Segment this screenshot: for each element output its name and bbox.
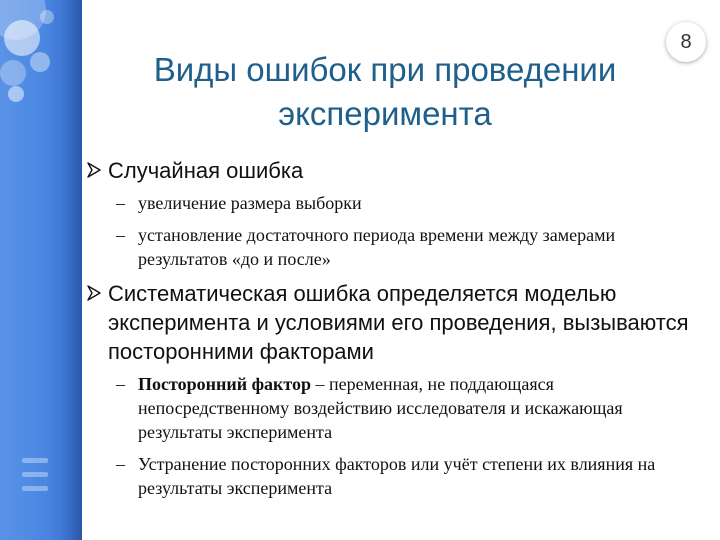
bullet-text: Случайная ошибка [108, 158, 304, 183]
sub-bullet-item [86, 191, 706, 215]
decorative-sidebar [0, 0, 82, 540]
sub-bullet-item [86, 452, 706, 500]
stripe-decoration [22, 472, 48, 477]
bubble-decoration [4, 20, 40, 56]
sub-bullet-item [86, 372, 706, 444]
dash-marker: – [116, 374, 125, 394]
dash-marker: – [116, 225, 125, 245]
bullet-item [86, 279, 706, 366]
bullet-item [86, 156, 706, 185]
term-definition: – переменная, не поддающаяся непосредственному воздействию исследователя и искажающая результаты эксперимента [138, 374, 623, 442]
bullet-text: Систематическая ошибка определяется моделью эксперимента и условиями его проведения, вызываются посторонними факторами [108, 281, 689, 364]
slide-number-badge: 8 [666, 22, 706, 62]
sub-bullet-item [86, 223, 706, 271]
stripe-decoration [22, 458, 48, 463]
sub-bullet-text: установление достаточного периода времени между замерами результатов «до и после» [138, 225, 616, 269]
slide-title: Виды ошибок при проведении эксперимента [153, 51, 617, 132]
dash-marker: – [116, 193, 125, 213]
bubble-decoration [0, 60, 26, 86]
sub-bullet-text: увеличение размера выборки [138, 193, 362, 213]
bubble-decoration [8, 86, 24, 102]
arrow-right-icon [86, 285, 102, 301]
arrow-right-icon [86, 162, 102, 178]
slide-content [86, 156, 706, 508]
bubble-decoration [40, 10, 54, 24]
sidebar-shade [60, 0, 82, 540]
stripe-decoration [22, 486, 48, 491]
bubble-decoration [30, 52, 50, 72]
dash-marker: – [116, 454, 125, 474]
sub-bullet-text: Устранение посторонних факторов или учёт степени их влияния на результаты эксперимента [138, 454, 656, 498]
term-bold: Посторонний фактор [138, 374, 312, 394]
